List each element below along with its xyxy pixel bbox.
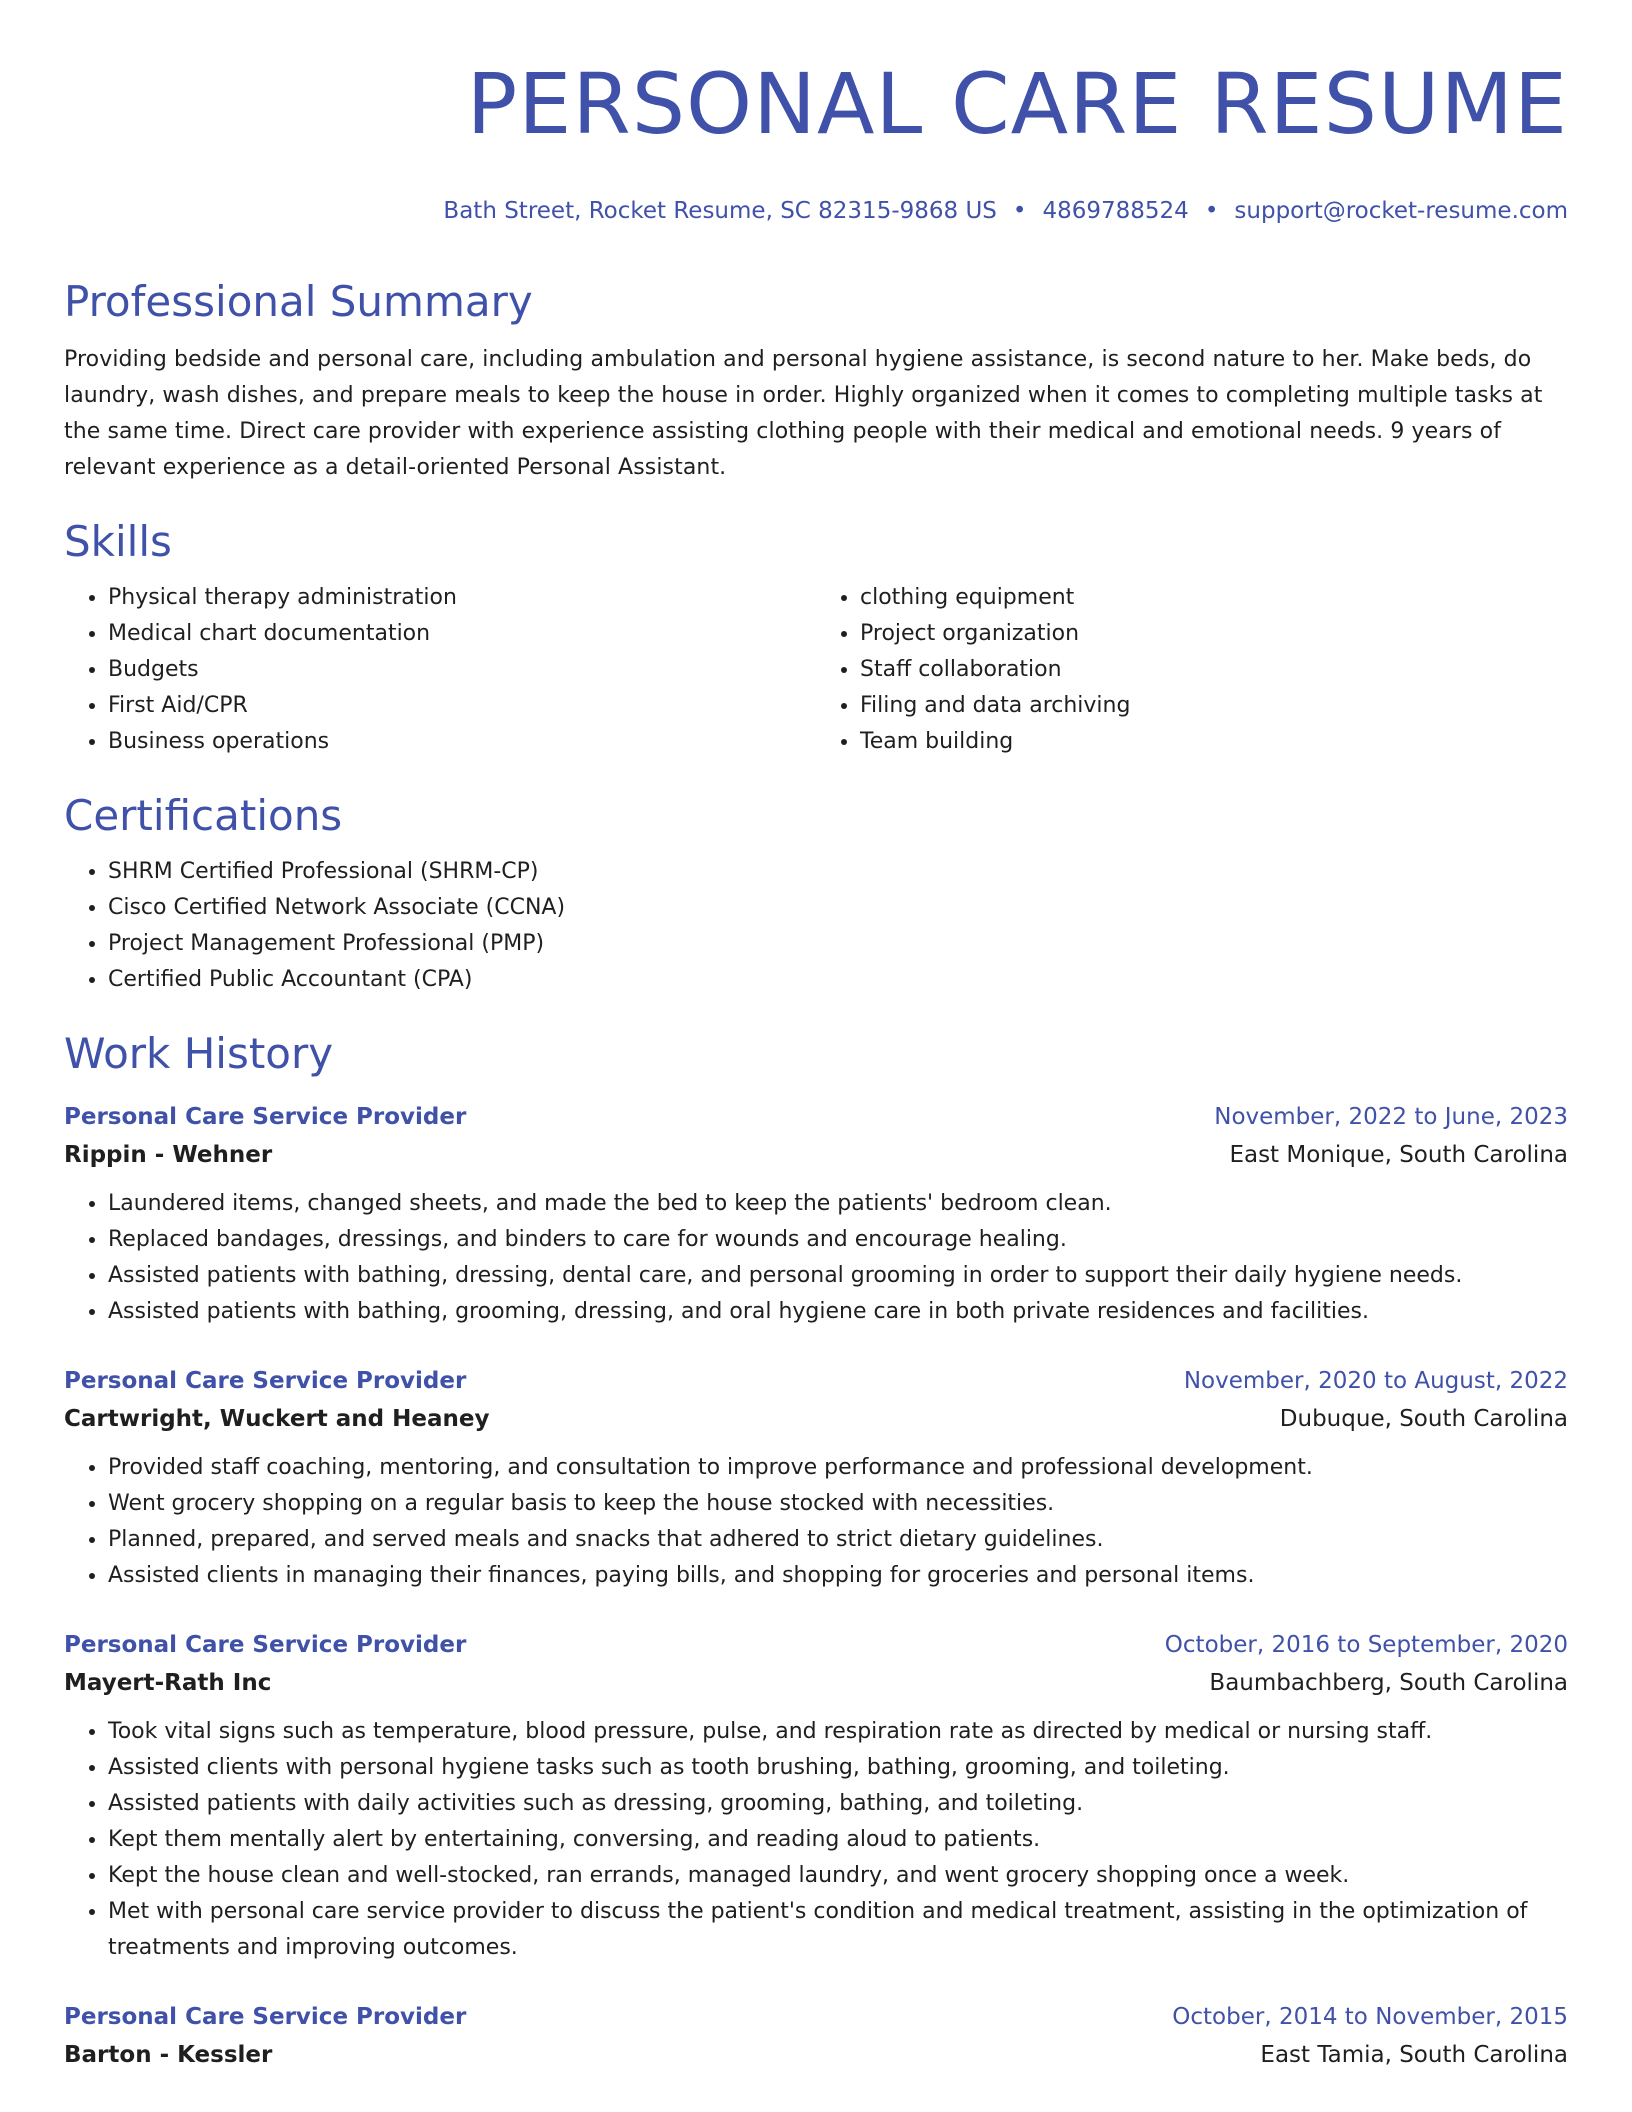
job-company: Mayert-Rath Inc — [64, 1670, 272, 1696]
skill-item: • First Aid/CPR — [108, 688, 816, 724]
job-location: East Monique, South Carolina — [1229, 1142, 1568, 1168]
job-duty: • Assisted clients in managing their finances, paying bills, and shopping for groceries and personal items. — [108, 1558, 1568, 1594]
contact-separator: • — [1204, 198, 1219, 224]
contact-email: support@rocket-resume.com — [1234, 198, 1568, 224]
job-duties-list — [64, 1186, 1568, 1330]
resume-title: PERSONAL CARE RESUME — [466, 55, 1568, 153]
work-history-heading: Work History — [64, 1029, 334, 1078]
job-duty: • Planned, prepared, and served meals and snacks that adhered to strict dietary guidelines. — [108, 1522, 1568, 1558]
job-title-row — [64, 1626, 1568, 1664]
job-title: Personal Care Service Provider — [64, 1368, 467, 1394]
job-company-row — [64, 1400, 1568, 1438]
skill-item: • Team building — [860, 724, 1568, 760]
certification-item: • Cisco Certified Network Associate (CCNA) — [108, 890, 1568, 926]
skills-list-left — [64, 580, 816, 760]
job-title: Personal Care Service Provider — [64, 2004, 467, 2030]
job-location: Baumbachberg, South Carolina — [1209, 1670, 1568, 1696]
job-duty: • Went grocery shopping on a regular basis to keep the house stocked with necessities. — [108, 1486, 1568, 1522]
contact-line — [64, 196, 1568, 226]
job-duty: • Assisted patients with bathing, dressing, dental care, and personal grooming in order to support their daily hygiene needs. — [108, 1258, 1568, 1294]
job-company: Rippin - Wehner — [64, 1142, 273, 1168]
job-entry — [64, 1626, 1568, 1966]
job-duties-list — [64, 1714, 1568, 1966]
certifications-heading: Certifications — [64, 791, 343, 840]
contact-separator: • — [1012, 198, 1027, 224]
job-title-row — [64, 1362, 1568, 1400]
job-company: Cartwright, Wuckert and Heaney — [64, 1406, 490, 1432]
resume-header — [64, 56, 1568, 226]
skill-item: • Business operations — [108, 724, 816, 760]
contact-phone: 4869788524 — [1042, 198, 1189, 224]
work-history-section — [64, 1028, 1568, 2074]
skills-grid — [64, 580, 1568, 760]
job-duty: • Kept the house clean and well-stocked, ran errands, managed laundry, and went grocery shopping once a week. — [108, 1858, 1568, 1894]
job-title-row — [64, 1098, 1568, 1136]
skill-item: • Project organization — [860, 616, 1568, 652]
skill-item: • Staff collaboration — [860, 652, 1568, 688]
skill-item: • Budgets — [108, 652, 816, 688]
job-company-row — [64, 2036, 1568, 2074]
job-entry — [64, 1362, 1568, 1594]
job-duty: • Replaced bandages, dressings, and binders to care for wounds and encourage healing. — [108, 1222, 1568, 1258]
job-duties-list — [64, 1450, 1568, 1594]
job-title: Personal Care Service Provider — [64, 1632, 467, 1658]
job-duty: • Kept them mentally alert by entertaining, conversing, and reading aloud to patients. — [108, 1822, 1568, 1858]
job-company-row — [64, 1136, 1568, 1174]
job-dates: October, 2014 to November, 2015 — [1172, 2004, 1568, 2030]
job-entry — [64, 1098, 1568, 1330]
job-duty: • Laundered items, changed sheets, and made the bed to keep the patients' bedroom clean. — [108, 1186, 1568, 1222]
job-location: Dubuque, South Carolina — [1279, 1406, 1568, 1432]
job-title: Personal Care Service Provider — [64, 1104, 467, 1130]
job-duty: • Took vital signs such as temperature, blood pressure, pulse, and respiration rate as directed by medical or nursing staff. — [108, 1714, 1568, 1750]
job-dates: November, 2022 to June, 2023 — [1214, 1104, 1568, 1130]
skill-item: • Physical therapy administration — [108, 580, 816, 616]
summary-text: Providing bedside and personal care, including ambulation and personal hygiene assistance, is second nature to her. Make beds, do laundry, wash dishes, and prepare meals to keep the house in order. Highly organized when it comes to completing multiple tasks at the same time. Direct care provider with experience assisting clothing people with their medical and emotional needs. 9 years of relevant experience as a detail-oriented Personal Assistant. — [64, 347, 1543, 480]
job-entry — [64, 1998, 1568, 2074]
summary-section — [64, 276, 1568, 486]
skill-item: • Medical chart documentation — [108, 616, 816, 652]
certifications-section — [64, 790, 1568, 998]
summary-heading: Professional Summary — [64, 277, 533, 326]
skill-item: • clothing equipment — [860, 580, 1568, 616]
skills-section — [64, 516, 1568, 760]
job-dates: October, 2016 to September, 2020 — [1164, 1632, 1568, 1658]
job-duty: • Provided staff coaching, mentoring, and consultation to improve performance and professional development. — [108, 1450, 1568, 1486]
job-duty: • Met with personal care service provider to discuss the patient's condition and medical treatment, assisting in the optimization of treatments and improving outcomes. — [108, 1894, 1568, 1966]
job-dates: November, 2020 to August, 2022 — [1183, 1368, 1568, 1394]
job-location: East Tamia, South Carolina — [1260, 2042, 1568, 2068]
certifications-list — [64, 854, 1568, 998]
job-duty: • Assisted patients with daily activities such as dressing, grooming, bathing, and toileting. — [108, 1786, 1568, 1822]
job-duty: • Assisted clients with personal hygiene tasks such as tooth brushing, bathing, grooming, and toileting. — [108, 1750, 1568, 1786]
job-duty: • Assisted patients with bathing, grooming, dressing, and oral hygiene care in both private residences and facilities. — [108, 1294, 1568, 1330]
skills-list-right — [816, 580, 1568, 760]
skills-heading: Skills — [64, 517, 172, 566]
contact-address: Bath Street, Rocket Resume, SC 82315-9868 US — [443, 198, 997, 224]
job-company-row — [64, 1664, 1568, 1702]
job-company: Barton - Kessler — [64, 2042, 273, 2068]
skill-item: • Filing and data archiving — [860, 688, 1568, 724]
certification-item: • Certified Public Accountant (CPA) — [108, 962, 1568, 998]
job-title-row — [64, 1998, 1568, 2036]
certification-item: • Project Management Professional (PMP) — [108, 926, 1568, 962]
certification-item: • SHRM Certified Professional (SHRM-CP) — [108, 854, 1568, 890]
